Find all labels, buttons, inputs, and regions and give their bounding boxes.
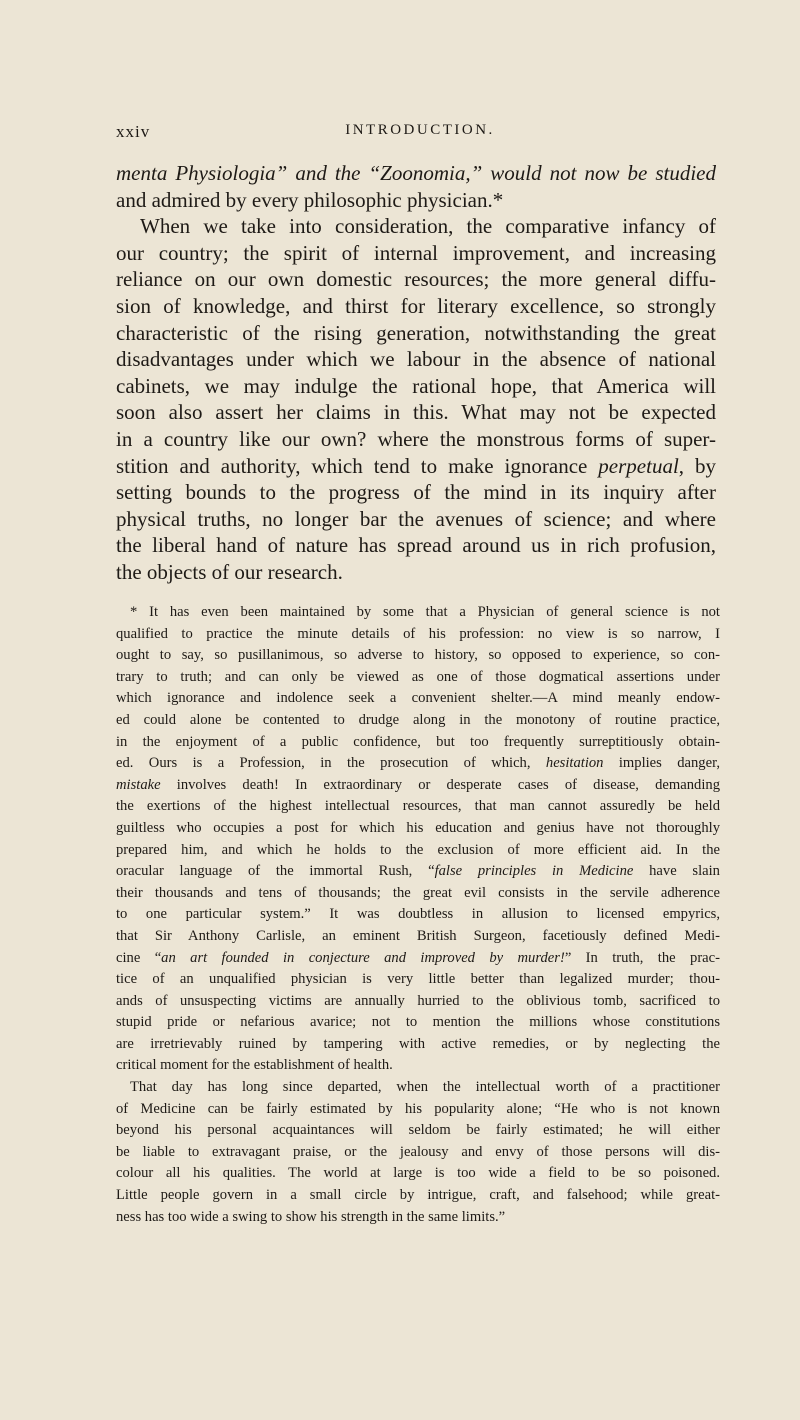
text-line: characteristic of the rising generation, notwithstanding the great [116, 320, 716, 345]
footnote-line: qualified to practice the minute details of his profession: no view is so narrow, I [116, 625, 720, 642]
footnote-line: colour all his qualities. The world at large is too wide a field to be so poisoned. [116, 1165, 720, 1182]
footnote-line: stupid pride or nefarious avarice; not to mention the millions whose constitutions [116, 1014, 720, 1031]
footnote-line: ought to say, so pusillanimous, so adverse to history, so opposed to experience, so con- [116, 647, 720, 664]
footnote-line: prepared him, and which he holds to the exclusion of more efficient aid. In the [116, 841, 720, 858]
footnote-line: guiltless who occupies a post for which his education and genius have not thoroughly [116, 819, 720, 836]
text-line: reliance on our own domestic resources; the more general diffu- [116, 267, 716, 292]
footnote-line: that Sir Anthony Carlisle, an eminent British Surgeon, facetiously defined Medi- [116, 927, 720, 944]
footnote-line: ed could alone be contented to drudge along in the monotony of routine practice, [116, 711, 720, 728]
footnote-line: in the enjoyment of a public confidence, but too frequently surreptitiously obtain- [116, 733, 720, 750]
text-line: in a country like our own? where the monstrous forms of super- [116, 426, 716, 451]
text-line: When we take into consideration, the comparative infancy of [140, 214, 716, 239]
text-line: sion of knowledge, and thirst for literary excellence, so strongly [116, 293, 716, 318]
text-line: the liberal hand of nature has spread around us in rich profusion, [116, 533, 716, 558]
page-header [0, 122, 800, 146]
text-line: our country; the spirit of internal improvement, and increasing [116, 240, 716, 265]
running-head: INTRODUCTION. [345, 122, 495, 138]
footnote-line: ness has too wide a swing to show his strength in the same limits.” [116, 1208, 506, 1225]
text-line: physical truths, no longer bar the avenues of science; and where [116, 506, 716, 531]
footnote [116, 602, 720, 1228]
footnote-line: Little people govern in a small circle by intrigue, craft, and falsehood; while great- [116, 1187, 720, 1204]
footnote-line: * It has even been maintained by some that a Physician of general science is not [130, 604, 720, 620]
footnote-line: of Medicine can be fairly estimated by his popularity alone; “He who is not known [116, 1100, 720, 1117]
footnote-line: which ignorance and indolence seek a convenient shelter.—A mind meanly endow- [116, 690, 720, 707]
text-line: stition and authority, which tend to make ignorance perpetual, by [116, 453, 716, 478]
footnote-line: critical moment for the establishment of health. [116, 1057, 393, 1074]
text-line: disadvantages under which we labour in the absence of national [116, 347, 716, 372]
footnote-line: ed. Ours is a Profession, in the prosecution of which, hesitation implies danger, [116, 755, 720, 772]
page-number: xxiv [116, 122, 151, 141]
text-line: soon also assert her claims in this. What may not be expected [116, 400, 716, 425]
footnote-line: cine “an art founded in conjecture and improved by murder!” In truth, the prac- [116, 949, 720, 966]
footnote-line: beyond his personal acquaintances will seldom be fairly estimated; he will either [116, 1122, 720, 1139]
footnote-line: be liable to extravagant praise, or the jealousy and envy of those persons will dis- [116, 1143, 720, 1160]
footnote-line: trary to truth; and can only be viewed as one of those dogmatical assertions under [116, 668, 720, 685]
text-line: setting bounds to the progress of the mind in its inquiry after [116, 480, 716, 505]
main-text [116, 160, 716, 586]
footnote-line: to one particular system.” It was doubtless in allusion to licensed empyrics, [116, 906, 720, 923]
footnote-line: ands of unsuspecting victims are annually hurried to the oblivious tomb, sacrificed to [116, 992, 720, 1009]
footnote-line: are irretrievably ruined by tampering with active remedies, or by neglecting the [116, 1035, 720, 1052]
footnote-line: mistake involves death! In extraordinary or desperate cases of disease, demanding [116, 776, 720, 793]
text-line: the objects of our research. [116, 559, 343, 584]
text-line: and admired by every philosophic physician.* [116, 187, 504, 212]
text-line: cabinets, we may indulge the rational hope, that America will [116, 373, 716, 398]
footnote-line: That day has long since departed, when the intellectual worth of a practitioner [130, 1079, 720, 1096]
footnote-line: tice of an unqualified physician is very little better than legalized murder; thou- [116, 971, 720, 988]
footnote-line: the exertions of the highest intellectual resources, that man cannot assuredly be held [116, 798, 720, 815]
text-line: menta Physiologia” and the “Zoonomia,” would not now be studied [116, 161, 716, 185]
footnote-line: their thousands and tens of thousands; the great evil consists in the servile adherence [116, 884, 720, 901]
footnote-line: oracular language of the immortal Rush, “false principles in Medicine have slain [116, 863, 720, 880]
